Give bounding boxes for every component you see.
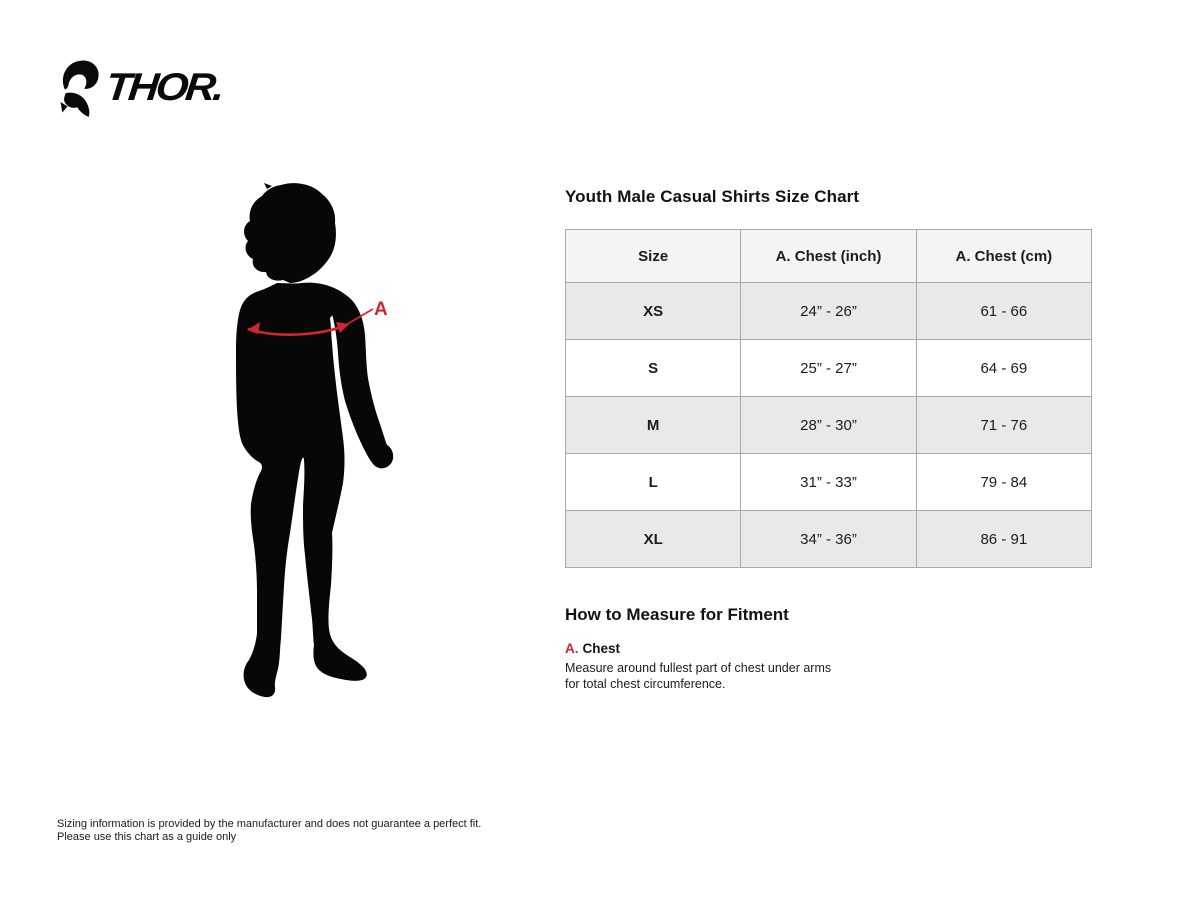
measure-guide-title: How to Measure for Fitment: [565, 605, 789, 624]
chest-inch-cell: 28” - 30”: [741, 397, 916, 454]
size-cell: XS: [566, 283, 741, 340]
chest-inch-cell: 31” - 33”: [741, 454, 916, 511]
chest-inch-cell: 24” - 26”: [741, 283, 916, 340]
size-chart-table: [565, 229, 1092, 568]
table-row-xl: [566, 511, 1092, 568]
measure-item-name: Chest: [582, 641, 621, 656]
measure-item-heading: [565, 641, 1092, 656]
measure-item-key: A.: [565, 641, 579, 656]
disclaimer-line-2: Please use this chart as a guide only: [57, 830, 237, 843]
thor-logo: [57, 56, 222, 118]
measure-item-description: Measure around fullest part of chest under arms for total chest circumference.: [565, 661, 832, 691]
chart-title: Youth Male Casual Shirts Size Chart: [565, 187, 860, 206]
thor-logo-text: THOR.: [103, 64, 224, 109]
measure-guide: [565, 605, 1092, 692]
chest-cm-cell: 71 - 76: [916, 397, 1091, 454]
column-header-chest-cm: A. Chest (cm): [916, 230, 1091, 283]
body-silhouette-figure: [233, 183, 401, 698]
size-cell: L: [566, 454, 741, 511]
table-header-row: [566, 230, 1092, 283]
table-row-l: [566, 454, 1092, 511]
column-header-size: Size: [566, 230, 741, 283]
chest-inch-cell: 34” - 36”: [741, 511, 916, 568]
size-cell: M: [566, 397, 741, 454]
thor-goat-icon: [57, 56, 101, 118]
hair-tuft: [264, 183, 272, 189]
chest-inch-cell: 25” - 27”: [741, 340, 916, 397]
chest-annotation-label: A: [374, 299, 388, 320]
chest-cm-cell: 64 - 69: [916, 340, 1091, 397]
table-row-xs: [566, 283, 1092, 340]
silhouette-head: [244, 183, 336, 283]
size-cell: XL: [566, 511, 741, 568]
chest-cm-cell: 79 - 84: [916, 454, 1091, 511]
chest-cm-cell: 61 - 66: [916, 283, 1091, 340]
column-header-chest-inch: A. Chest (inch): [741, 230, 916, 283]
table-row-m: [566, 397, 1092, 454]
disclaimer: [57, 818, 481, 843]
table-row-s: [566, 340, 1092, 397]
chest-cm-cell: 86 - 91: [916, 511, 1091, 568]
measure-item-chest: [565, 641, 1092, 692]
size-cell: S: [566, 340, 741, 397]
size-chart-panel: [565, 187, 1092, 692]
disclaimer-line-1: Sizing information is provided by the manufacturer and does not guarantee a perfect fit.: [57, 818, 482, 830]
